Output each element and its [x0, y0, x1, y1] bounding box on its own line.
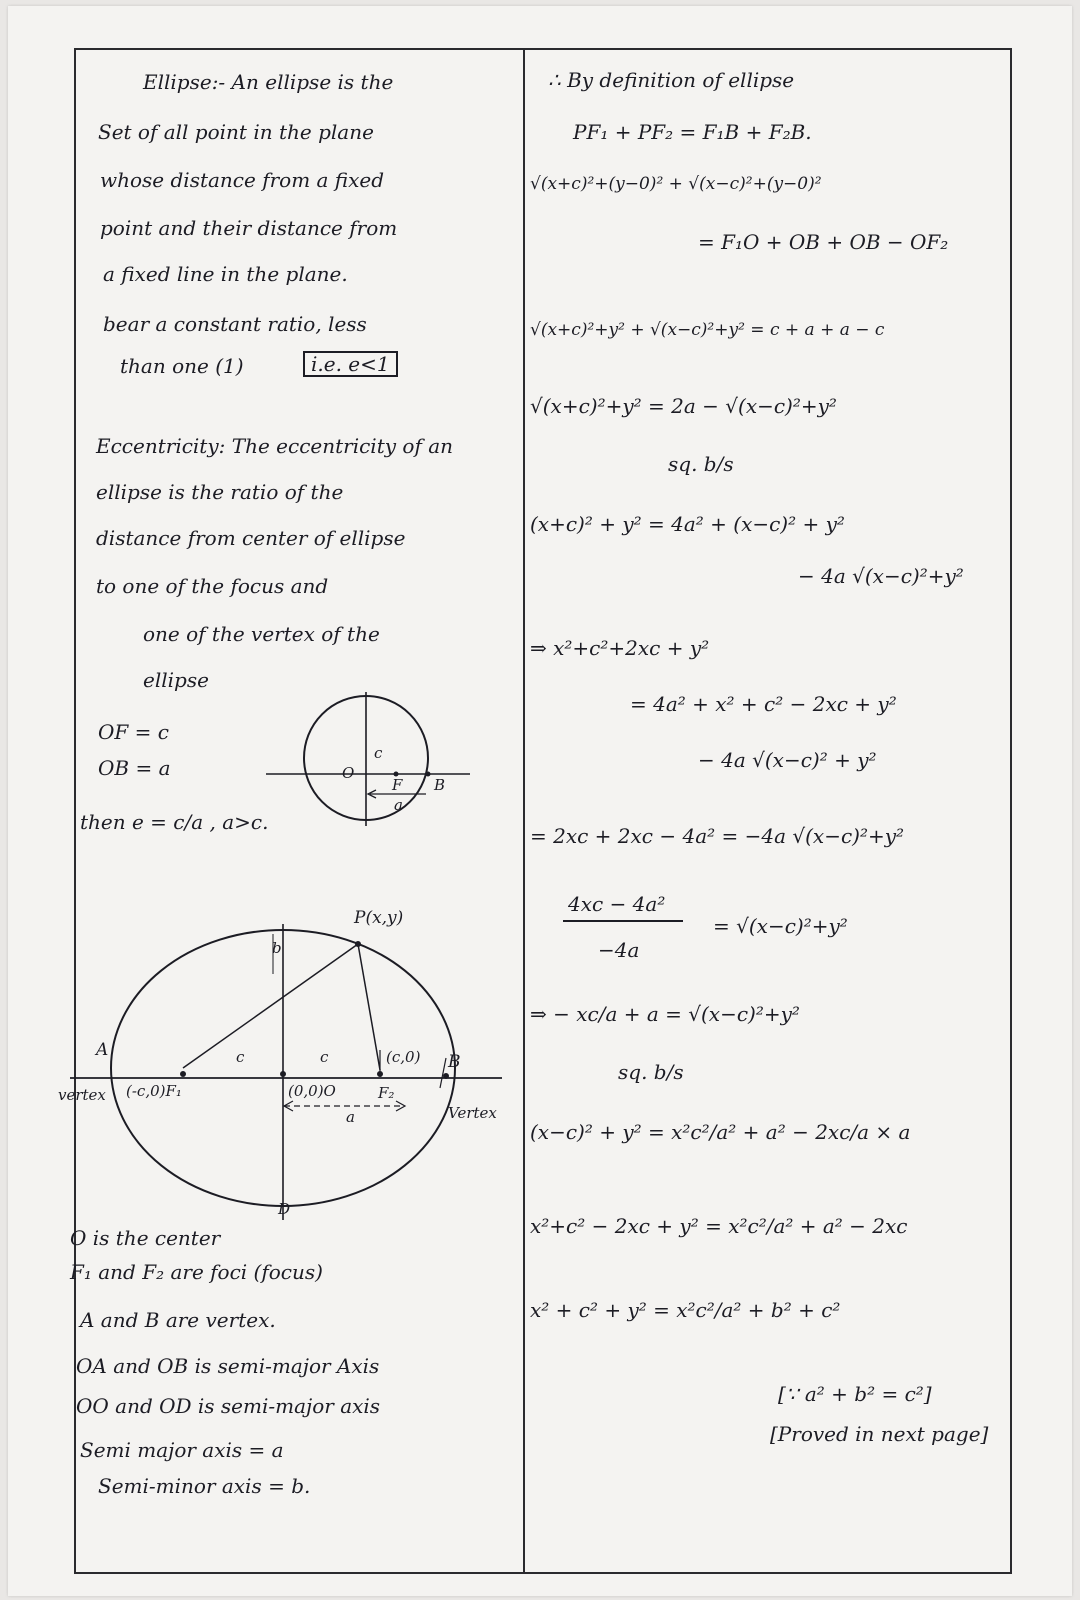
definition-of: OF = c	[98, 720, 169, 744]
derivation-line-17: (x−c)² + y² = x²c²/a² + a² − 2xc/a × a	[530, 1120, 911, 1144]
focal-c-label: c	[374, 744, 383, 762]
derivation-line-19: x² + c² + y² = x²c²/a² + b² + c²	[530, 1298, 841, 1322]
derivation-line-16: sq. b/s	[618, 1060, 684, 1084]
note-line-3: A and B are vertex.	[80, 1308, 276, 1332]
point-p	[355, 941, 361, 947]
derivation-line-3: √(x+c)²+(y−0)² + √(x−c)²+(y−0)²	[530, 174, 822, 194]
derivation-line-8: (x+c)² + y² = 4a² + (x−c)² + y²	[530, 512, 845, 536]
focal-line-2	[358, 944, 380, 1070]
vertex-point-b	[443, 1073, 449, 1079]
derivation-line-1: ∴ By definition of ellipse	[548, 68, 795, 92]
ellipse-definition-line-6: bear a constant ratio, less	[103, 312, 367, 336]
focus-f-label: F	[392, 776, 403, 794]
derivation-line-10: ⇒ x²+c²+2xc + y²	[530, 636, 710, 660]
right-c-label: c	[320, 1048, 329, 1066]
note-line-7: Semi-minor axis = b.	[98, 1474, 311, 1498]
left-c-label: c	[236, 1048, 245, 1066]
derivation-line-13: = 2xc + 2xc − 4a² = −4a √(x−c)²+y²	[530, 824, 905, 848]
vertex-b-label-2: B	[448, 1052, 461, 1072]
point-p-label: P(x,y)	[354, 908, 404, 928]
eccentricity-line-1: Eccentricity: The eccentricity of an	[96, 434, 454, 458]
focus-f1-label: (-c,0)F₁	[126, 1082, 182, 1100]
derivation-line-14-denominator: −4a	[598, 938, 640, 962]
f2-coordinate-label: (c,0)	[386, 1048, 421, 1066]
derivation-line-9: − 4a √(x−c)²+y²	[798, 564, 964, 588]
semi-minor-b-label: b	[272, 939, 282, 957]
vertex-b-label: B	[434, 776, 446, 794]
derivation-line-4: = F₁O + OB + OB − OF₂	[698, 230, 949, 254]
vertex-a-label: A	[96, 1040, 109, 1060]
derivation-line-14-rhs: = √(x−c)²+y²	[713, 914, 848, 938]
note-line-5: OO and OD is semi-major axis	[76, 1394, 381, 1418]
vertex-pointer	[440, 1058, 446, 1088]
semi-major-a-label: a	[346, 1108, 355, 1126]
note-line-2: F₁ and F₂ are foci (focus)	[70, 1260, 323, 1284]
vertex-right-label: Vertex	[448, 1104, 497, 1122]
focal-line-1	[183, 944, 358, 1068]
focus-f1	[180, 1071, 186, 1077]
derivation-line-6: √(x+c)²+y² = 2a − √(x−c)²+y²	[530, 394, 837, 418]
eccentricity-line-3: distance from center of ellipse	[96, 526, 406, 550]
ellipse-definition-line-3: whose distance from a fixed	[100, 168, 385, 192]
derivation-line-21: [Proved in next page]	[770, 1422, 989, 1446]
derivation-line-5: √(x+c)²+y² + √(x−c)²+y² = c + a + a − c	[530, 320, 885, 340]
derivation-line-11: = 4a² + x² + c² − 2xc + y²	[630, 692, 897, 716]
eccentricity-line-5: one of the vertex of the	[143, 622, 380, 646]
ie-boxed-condition: i.e. e<1	[303, 351, 398, 377]
eccentricity-formula: then e = c/a , a>c.	[80, 810, 269, 834]
vertex-left-label: vertex	[58, 1086, 106, 1104]
ellipse-definition-line-4: point and their distance from	[100, 216, 398, 240]
ellipse-definition-line-1: Ellipse:- An ellipse is the	[143, 70, 394, 94]
ellipse-definition-line-5: a fixed line in the plane.	[103, 262, 348, 286]
note-line-4: OA and OB is semi-major Axis	[76, 1354, 380, 1378]
derivation-line-15: ⇒ − xc/a + a = √(x−c)²+y²	[530, 1002, 800, 1026]
derivation-line-18: x²+c² − 2xc + y² = x²c²/a² + a² − 2xc	[530, 1214, 908, 1238]
radius-a-label: a	[394, 796, 403, 814]
derivation-line-7: sq. b/s	[668, 452, 734, 476]
origin-label: (0,0)O	[288, 1082, 336, 1100]
derivation-line-2: PF₁ + PF₂ = F₁B + F₂B.	[573, 120, 812, 144]
point-d-label: D	[278, 1200, 291, 1218]
note-line-1: O is the center	[70, 1226, 221, 1250]
notebook-page	[8, 6, 1072, 1596]
definition-ob: OB = a	[98, 756, 171, 780]
fraction-bar	[563, 920, 683, 922]
eccentricity-line-6: ellipse	[143, 668, 209, 692]
ellipse-definition-line-2: Set of all point in the plane	[98, 120, 374, 144]
origin-point	[280, 1071, 286, 1077]
center-o-label: O	[342, 764, 355, 782]
note-line-6: Semi major axis = a	[80, 1438, 284, 1462]
eccentricity-line-2: ellipse is the ratio of the	[96, 480, 344, 504]
derivation-line-12: − 4a √(x−c)² + y²	[698, 748, 877, 772]
eccentricity-line-4: to one of the focus and	[96, 574, 329, 598]
derivation-line-14-numerator: 4xc − 4a²	[568, 892, 666, 916]
derivation-line-20: [∵ a² + b² = c²]	[778, 1382, 932, 1406]
ellipse-definition-line-7: than one (1)	[120, 354, 244, 378]
focus-f2-label: F₂	[378, 1084, 395, 1102]
